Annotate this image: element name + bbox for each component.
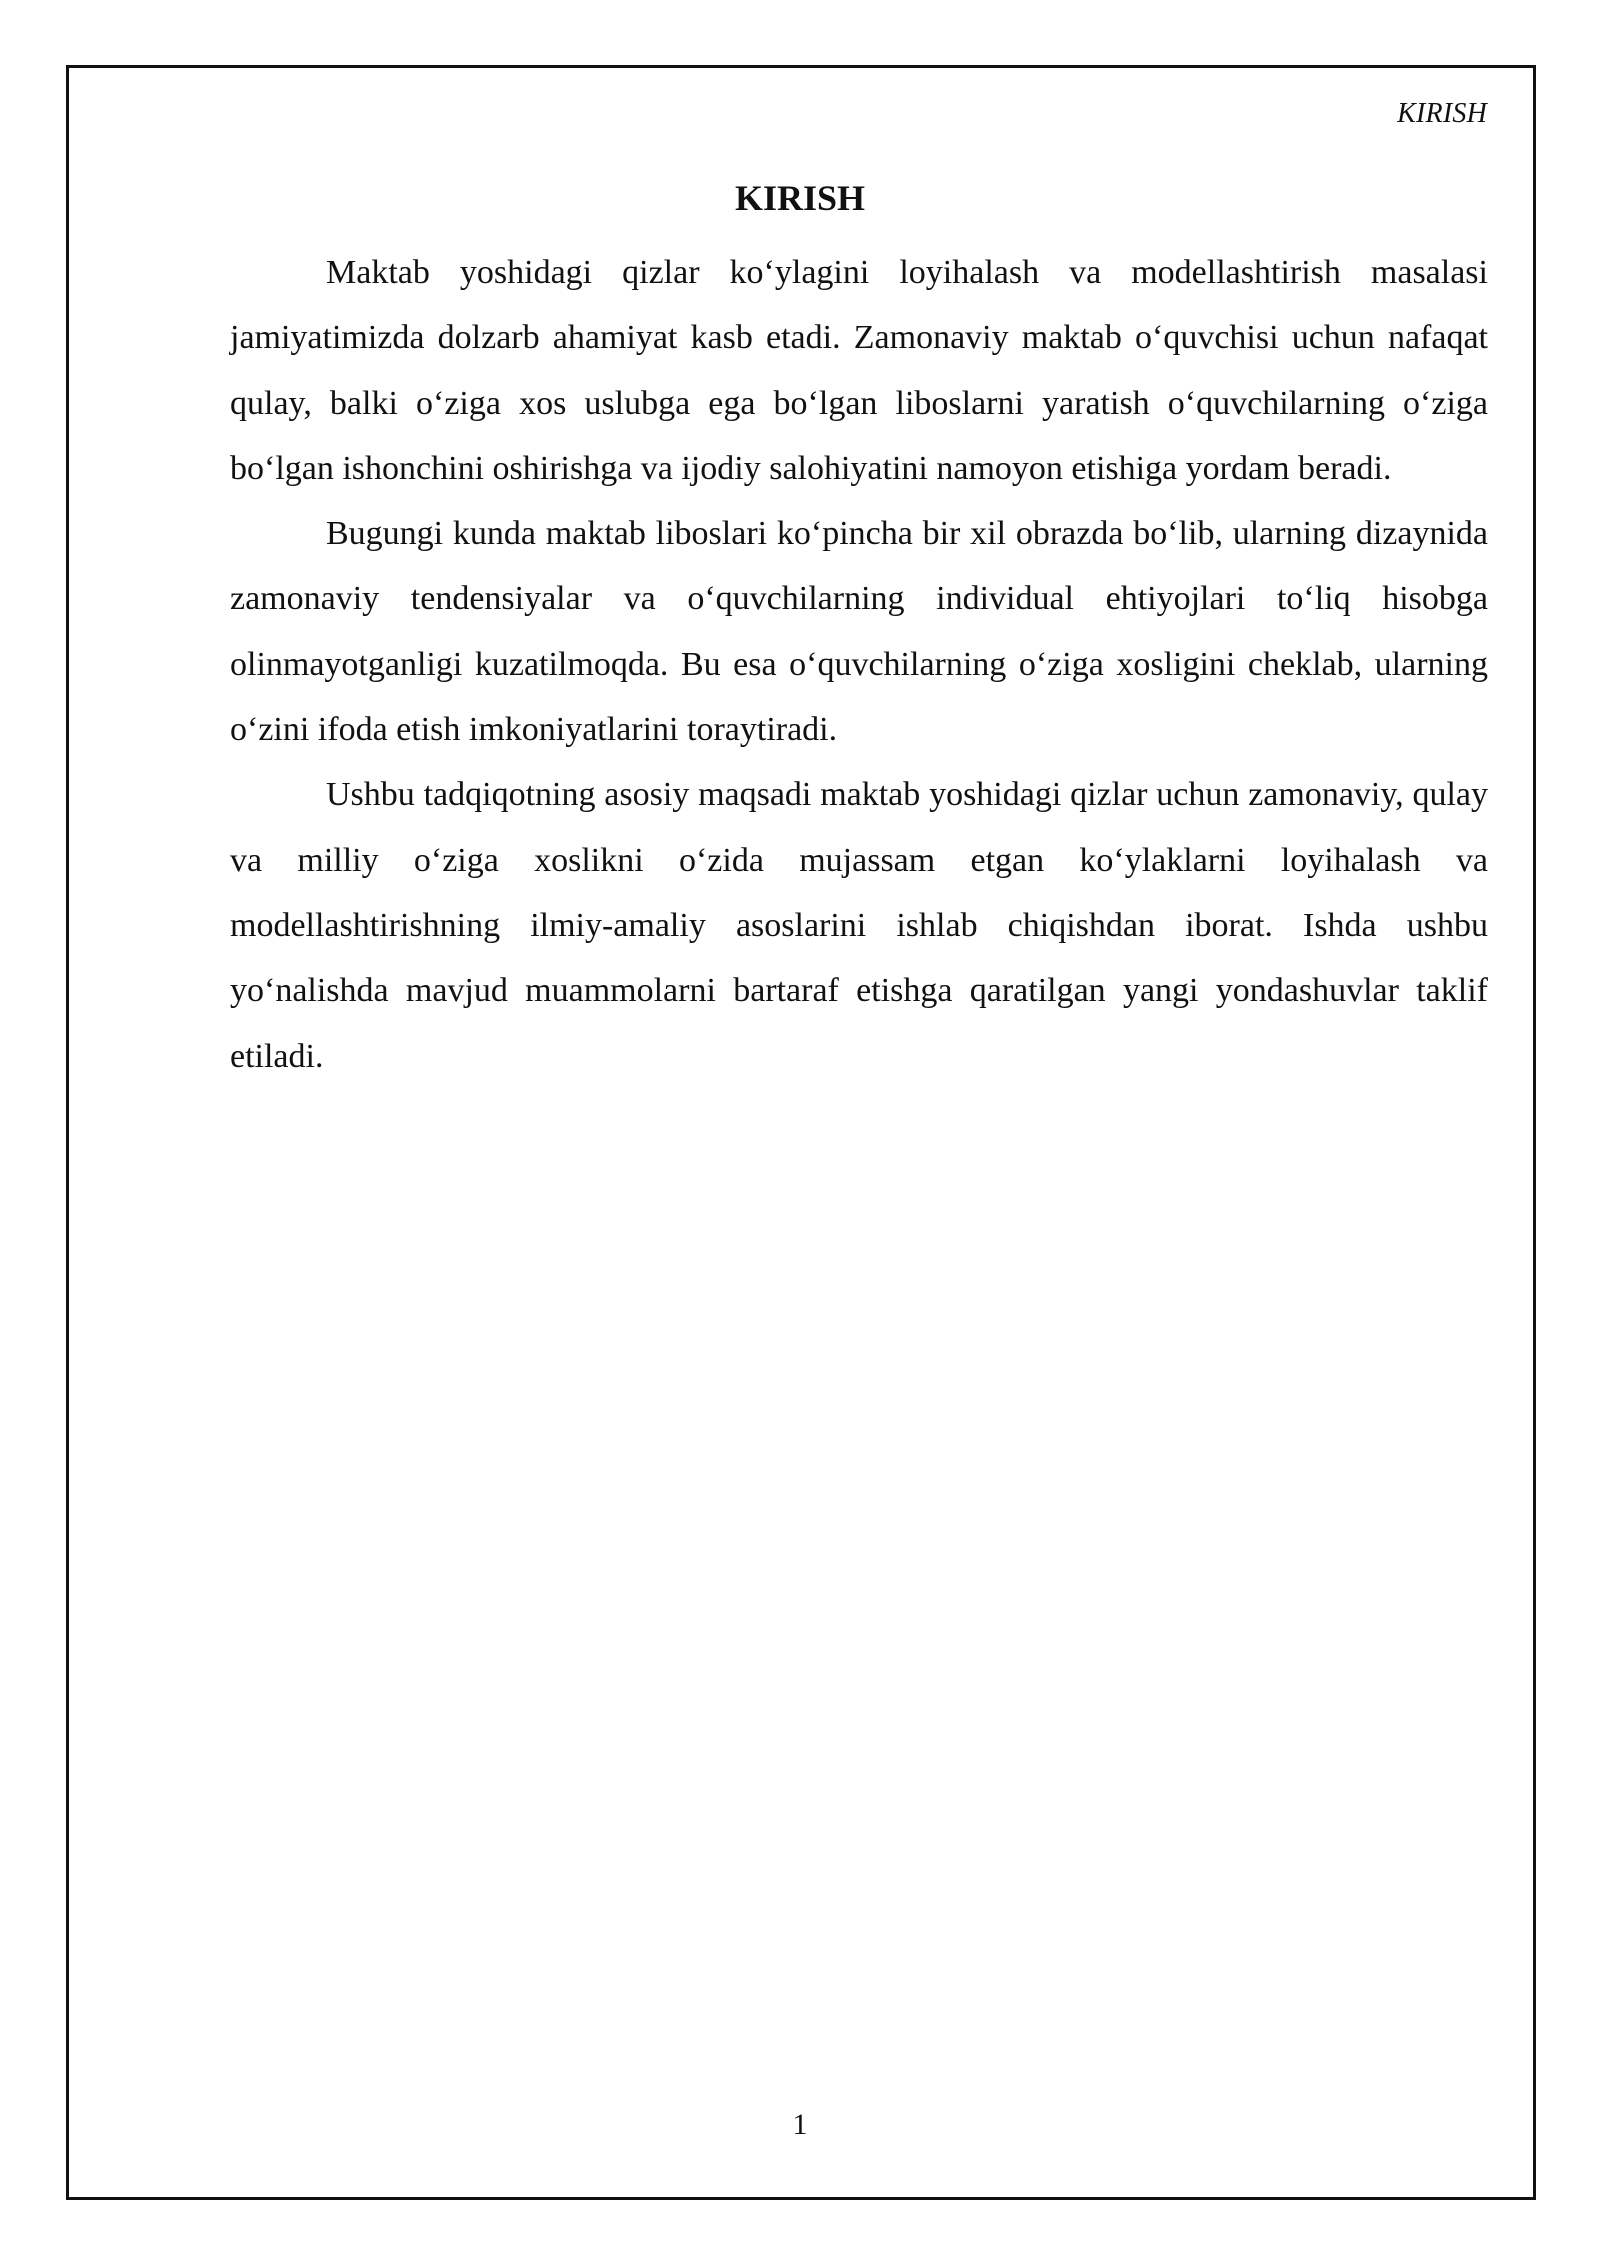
paragraph-1: Maktab yoshidagi qizlar ko‘ylagini loyihalash va modellashtirish masalasi jamiyatimizda dolzarb ahamiyat kasb etadi. Zamonaviy maktab o‘quvchisi uchun nafaqat qulay, balki o‘ziga xos uslubga ega bo‘lgan liboslarni yaratish o‘quvchilarning o‘ziga bo‘lgan ishonchini oshirishga va ijodiy salohiyatini namoyon etishiga yordam beradi. [230, 254, 1488, 487]
section-title: KIRISH [734, 178, 866, 219]
paragraph-3: Ushbu tadqiqotning asosiy maqsadi maktab yoshidagi qizlar uchun zamonaviy, qulay va milliy o‘ziga xoslikni o‘zida mujassam etgan ko‘ylaklarni loyihalash va modellashtirishning ilmiy-amaliy asoslarini ishlab chiqishdan iborat. Ishda ushbu yo‘nalishda mavjud muammolarni bartaraf etishga qaratilgan yangi yondashuvlar taklif etiladi. [230, 776, 1488, 1075]
paragraph-2: Bugungi kunda maktab liboslari ko‘pincha bir xil obrazda bo‘lib, ularning dizaynida zamonaviy tendensiyalar va o‘quvchilarning individual ehtiyojlari to‘liq hisobga olinmayotganligi kuzatilmoqda. Bu esa o‘quvchilarning o‘ziga xosligini cheklab, ularning o‘zini ifoda etish imkoniyatlarini toraytiradi. [230, 515, 1488, 749]
body-text [230, 240, 1488, 1089]
running-header: KIRISH [1397, 98, 1487, 129]
page-number: 1 [792, 2108, 808, 2141]
